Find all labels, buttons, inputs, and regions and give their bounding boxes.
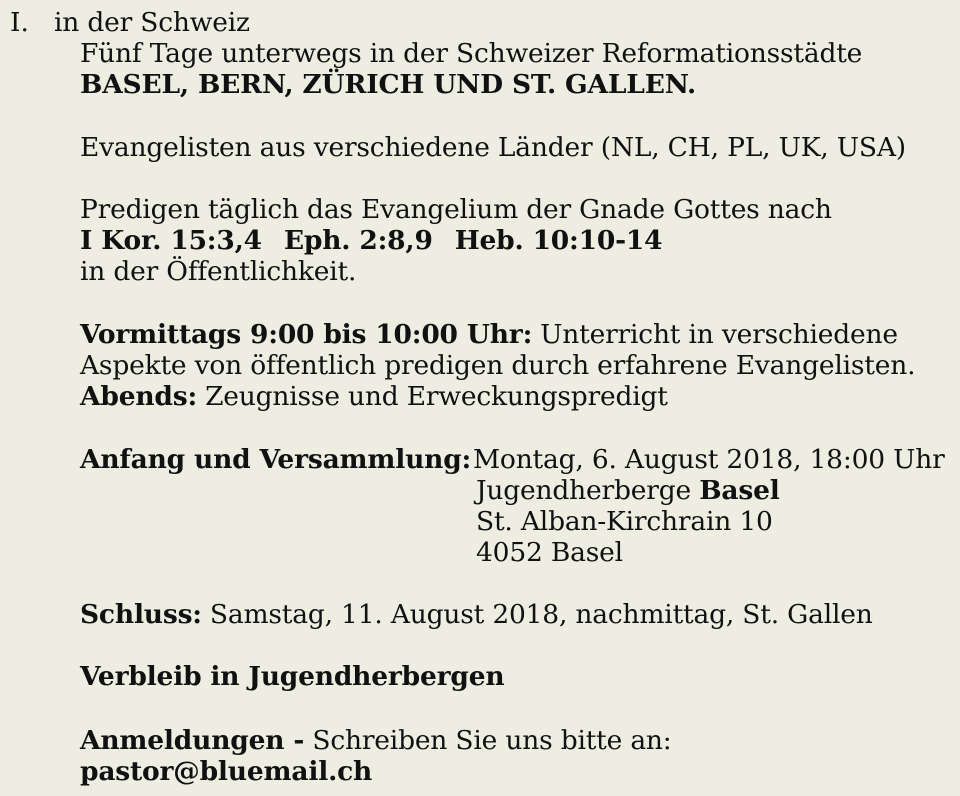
end-text: Samstag, 11. August 2018, nachmittag, St. Gallen (209, 599, 873, 630)
evening-label: Abends: (80, 381, 198, 412)
venue-prefix: Jugendherberge (476, 475, 691, 506)
contact-email[interactable]: pastor@bluemail.ch (80, 756, 373, 787)
section-number: I. (10, 7, 29, 38)
start-date: Montag, 6. August 2018, 18:00 Uhr (473, 444, 945, 475)
evening-text: Zeugnisse und Erweckungspredigt (205, 381, 668, 412)
registration-line (80, 726, 672, 756)
end-label: Schluss: (80, 599, 202, 630)
cities-heading: BASEL, BERN, ZÜRICH UND ST. GALLEN. (80, 69, 697, 100)
lodging-line: Verbleib in Jugendherbergen (80, 661, 505, 692)
morning-schedule (80, 320, 898, 350)
morning-text-continued: Aspekte von öffentlich predigen durch erfahrene Evangelisten. (80, 350, 916, 381)
evangelists-line: Evangelisten aus verschiedene Länder (NL, CH, PL, UK, USA) (80, 132, 906, 163)
public-line: in der Öffentlichkeit. (80, 256, 357, 287)
morning-text: Unterricht in verschiedene (540, 319, 898, 350)
scripture-ref-1: I Kor. 15:3,4 (80, 225, 262, 256)
end-line (80, 600, 873, 630)
preaching-line: Predigen täglich das Evangelium der Gnade Gottes nach (80, 194, 832, 225)
scripture-ref-2: Eph. 2:8,9 (283, 225, 433, 256)
evening-schedule (80, 382, 668, 412)
venue-postal: 4052 Basel (476, 537, 623, 568)
section-title: in der Schweiz (54, 7, 250, 38)
registration-label: Anmeldungen - (80, 725, 305, 756)
venue-street: St. Alban-Kirchrain 10 (476, 506, 773, 537)
intro-line: Fünf Tage unterwegs in der Schweizer Reformationsstädte (80, 38, 863, 69)
scripture-references (80, 226, 662, 256)
scripture-ref-3: Heb. 10:10-14 (454, 225, 663, 256)
venue-city: Basel (699, 475, 780, 506)
venue-line (476, 476, 780, 506)
start-label: Anfang und Versammlung: (80, 444, 472, 475)
registration-text: Schreiben Sie uns bitte an: (312, 725, 672, 756)
morning-label: Vormittags 9:00 bis 10:00 Uhr: (80, 319, 533, 350)
